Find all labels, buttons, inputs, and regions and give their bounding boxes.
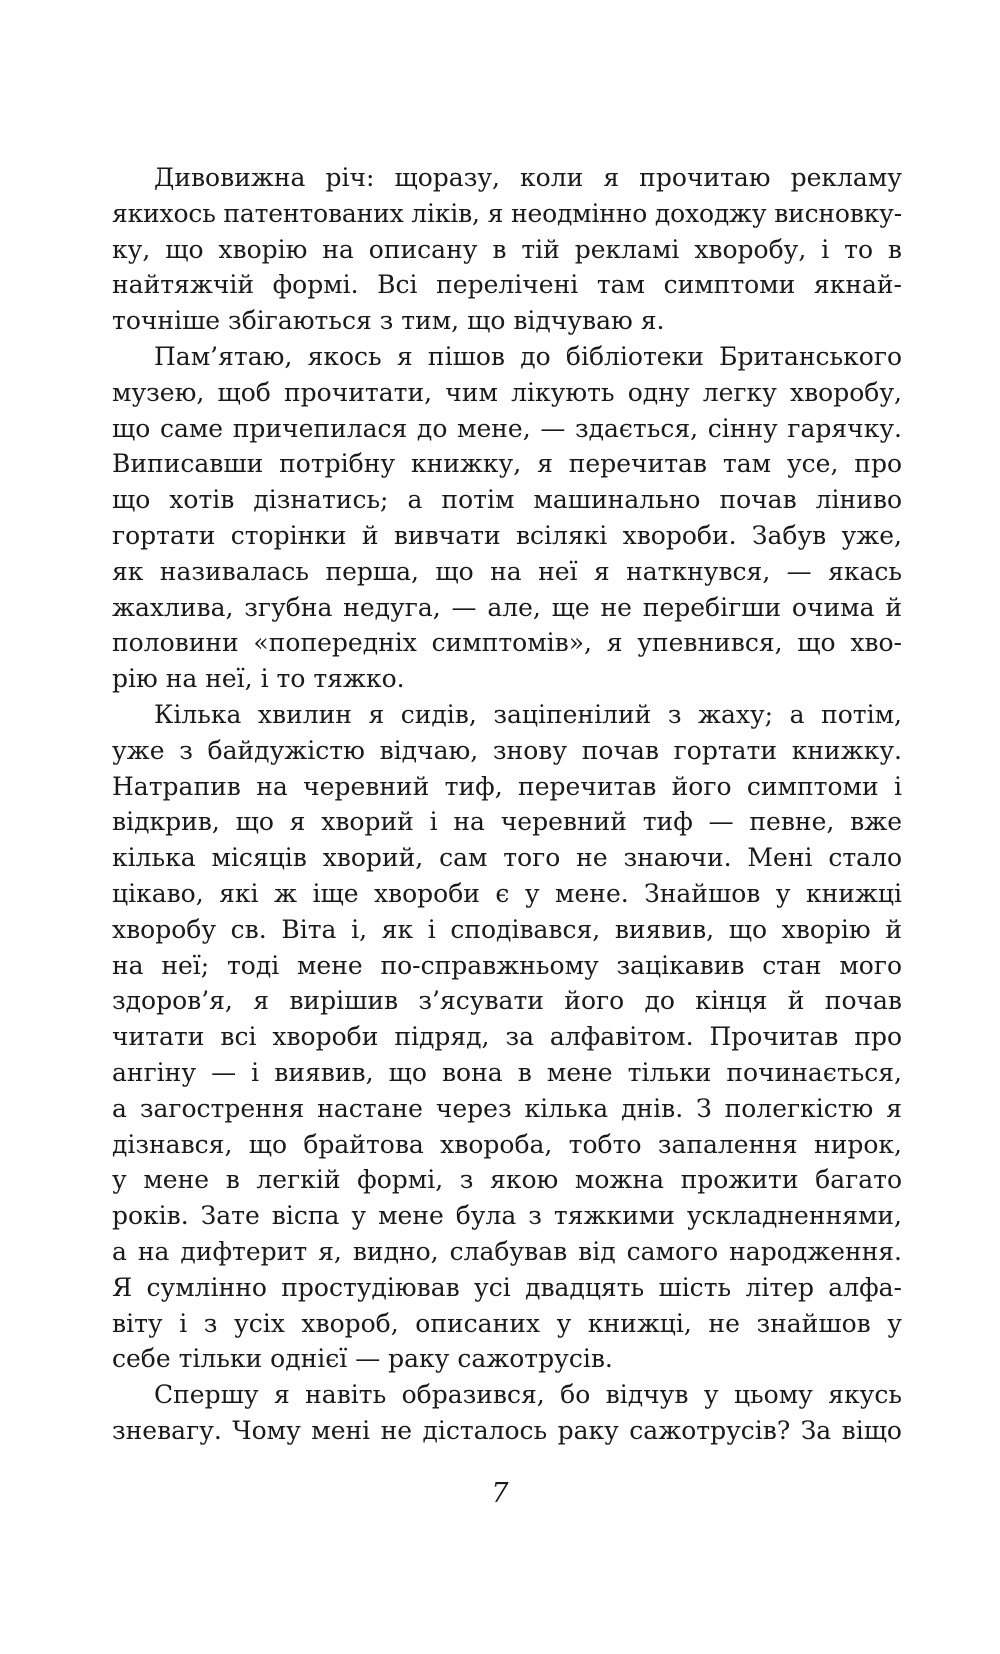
text-line: зневагу. Чому мені не дісталось раку сажотрусів? За віщо xyxy=(112,1415,902,1445)
text-line: ку, що хворію на описану в тій рекламі хворобу, і то в xyxy=(112,234,902,264)
text-line: що хотів дізнатись; а потім машинально почав ліниво xyxy=(112,485,902,515)
text-line: Натрапив на черевний тиф, перечитав його симптоми і xyxy=(112,771,902,801)
text-line: читати всі хвороби підряд, за алфавітом. Прочитав про xyxy=(112,1022,902,1052)
text-line: на неї; тоді мене по-справжньому зацікавив стан мого xyxy=(112,950,902,980)
text-line: рію на неї, і то тяжко. xyxy=(112,664,405,694)
body-text xyxy=(112,160,902,1449)
text-line: найтяжчій формі. Всі перелічені там симптоми якнай- xyxy=(112,270,902,300)
text-line: що саме причепилася до мене, — здається, сінну гарячку. xyxy=(112,413,902,443)
text-line: жахлива, згубна недуга, — але, ще не перебігши очима й xyxy=(112,592,902,622)
text-line: себе тільки однієї — раку сажотрусів. xyxy=(112,1344,613,1374)
text-line: гортати сторінки й вивчати всілякі хвороби. Забув уже, xyxy=(112,520,902,550)
text-line: хворобу св. Віта і, як і сподівався, виявив, що хворію й xyxy=(112,914,902,944)
text-line: ангіну — і виявив, що вона в мене тільки починається, xyxy=(112,1057,902,1087)
text-line: здоров’я, я вирішив з’ясувати його до кінця й почав xyxy=(112,986,902,1016)
text-line: Дивовижна річ: щоразу, коли я прочитаю рекламу xyxy=(154,163,902,192)
text-line: у мене в легкій формі, з якою можна прожити багато xyxy=(112,1165,902,1195)
page-number: 7 xyxy=(491,1478,509,1509)
text-line: Виписавши потрібну книжку, я перечитав там усе, про xyxy=(112,449,902,479)
text-line: як називалась перша, що на неї я наткнувся, — якась xyxy=(112,556,902,586)
text-line: кілька місяців хворий, сам того не знаючи. Мені стало xyxy=(112,843,902,873)
text-line: а загострення настане через кілька днів. З полегкістю я xyxy=(112,1093,902,1123)
text-line: точніше збігаються з тим, що відчуваю я. xyxy=(112,306,665,336)
text-line: Спершу я навіть образився, бо відчув у цьому якусь xyxy=(154,1380,902,1410)
text-line: Пам’ятаю, якось я пішов до бібліотеки Британського xyxy=(154,341,902,371)
text-line: половини «попередніх симптомів», я упевнився, що хво- xyxy=(112,628,902,658)
text-line: років. Зате віспа у мене була з тяжкими ускладненнями, xyxy=(112,1201,902,1231)
text-line: музею, щоб прочитати, чим лікують одну легку хворобу, xyxy=(112,377,902,407)
text-line: якихось патентованих ліків, я неодмінно доходжу висновку- xyxy=(112,198,902,228)
text-line: а на дифтерит я, видно, слабував від самого народження. xyxy=(112,1236,902,1266)
text-line: віту і з усіх хвороб, описаних у книжці, не знайшов у xyxy=(112,1308,902,1338)
text-line: Кілька хвилин я сидів, заціпенілий з жаху; а потім, xyxy=(154,699,902,729)
text-line: відкрив, що я хворий і на черевний тиф — певне, вже xyxy=(112,807,902,837)
text-line: уже з байдужістю відчаю, знову почав гортати книжку. xyxy=(112,735,902,765)
text-line: цікаво, які ж іще хвороби є у мене. Знайшов у книжці xyxy=(112,878,902,908)
text-line: Я сумлінно простудіював усі двадцять шість літер алфа- xyxy=(112,1272,902,1302)
text-line: дізнався, що брайтова хвороба, тобто запалення нирок, xyxy=(112,1129,902,1159)
